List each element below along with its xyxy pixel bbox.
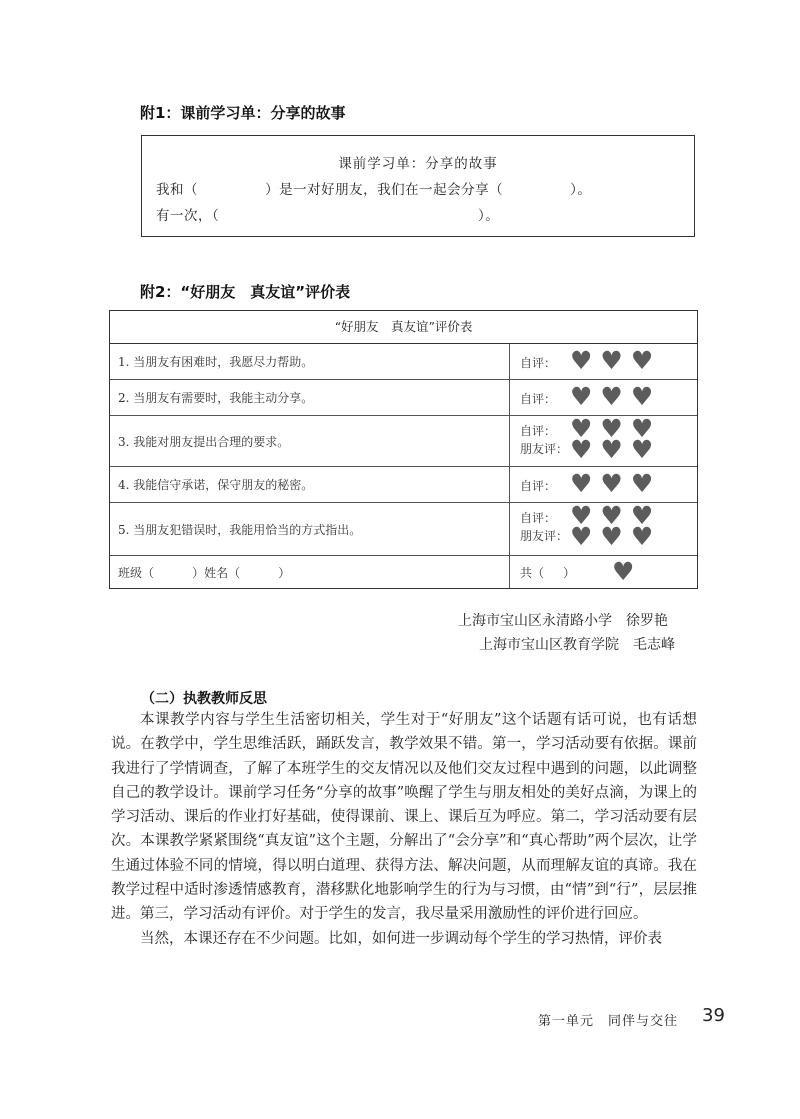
worksheet-title: 课前学习单：分享的故事 [338,156,498,172]
self-eval-hearts [570,348,653,373]
criterion-text: 5. 当朋友犯错误时，我能用恰当的方式指出。 [118,522,362,537]
table-row [110,344,697,380]
heart-icon[interactable]: ♥ [570,414,593,443]
heart-icon[interactable]: ♥ [600,522,623,551]
reflection-body [111,708,697,951]
worksheet-line-2: 有一次，（ ）。 [156,208,500,224]
heart-icon[interactable]: ♥ [630,414,654,443]
class-name-fields: 班级（ ）姓名（ ） [118,565,291,580]
paragraph: 当然，本课还存在不少问题。比如，如何进一步调动每个学生的学习热情，评价表 [140,930,662,947]
heart-icon[interactable]: ♥ [630,501,654,530]
heart-icon[interactable]: ♥ [570,382,593,411]
friend-eval-label: 朋友评： [520,529,569,543]
appendix2-heading: 附2：“好朋友 真友谊”评价表 [140,283,351,301]
criterion-text: 4. 我能信守承诺，保守朋友的秘密。 [118,478,314,492]
heart-icon: ♥ [612,557,635,586]
heart-icon[interactable]: ♥ [630,346,654,375]
friend-eval-hearts [570,437,653,462]
self-eval-label: 自评： [520,511,557,525]
running-footer-unit: 第一单元 同伴与交往 [538,1014,679,1029]
self-eval-label: 自评： [520,424,557,438]
table-row [110,380,697,416]
heart-icon[interactable]: ♥ [570,469,593,498]
table-row [110,503,697,556]
appendix1-heading: 附1：课前学习单：分享的故事 [140,104,346,122]
self-eval-label: 自评： [520,392,557,406]
heart-icon[interactable]: ♥ [570,501,593,530]
section-heading: （二）执教教师反思 [141,691,267,707]
evaluation-table [109,310,698,589]
author-line-2: 上海市宝山区教育学院 毛志峰 [479,637,675,653]
heart-icon[interactable]: ♥ [600,501,623,530]
evaluation-table-title: “好朋友 真友谊”评价表 [110,311,697,344]
heart-icon[interactable]: ♥ [600,435,623,464]
friend-eval-hearts [570,524,653,549]
table-row [110,416,697,467]
criterion-text: 2. 当朋友有需要时，我能主动分享。 [118,391,314,405]
self-eval-label: 自评： [520,479,557,493]
heart-icon[interactable]: ♥ [630,435,654,464]
page-number: 39 [702,1005,725,1026]
table-row [110,467,697,503]
self-eval-hearts [570,471,653,496]
table-footer-row [110,556,697,588]
criterion-text: 3. 我能对朋友提出合理的要求。 [118,434,290,449]
friend-eval-label: 朋友评： [520,442,569,456]
author-line-1: 上海市宝山区永清路小学 徐罗艳 [458,613,668,629]
criterion-text: 1. 当朋友有困难时，我愿尽力帮助。 [118,355,314,369]
heart-icon[interactable]: ♥ [570,522,593,551]
heart-icon[interactable]: ♥ [570,346,593,375]
worksheet-line-1: 我和（ ）是一对好朋友，我们在一起会分享（ ）。 [156,182,592,198]
heart-icon[interactable]: ♥ [630,382,654,411]
heart-icon[interactable]: ♥ [600,346,623,375]
heart-icon[interactable]: ♥ [600,382,623,411]
paragraph: 本课教学内容与学生生活密切相关，学生对于“好朋友”这个话题有话可说，也有话想说。在教学中，学生思维活跃，踊跃发言，教学效果不错。第一，学习活动要有依据。课前我进行了学情调查，了解了本班学生的交友情况以及他们交友过程中遇到的问题，以此调整自己的教学设计。课前学习任务“分享的故事”唤醒了学生与朋友相处的美好点滴，为课上的学习活动、课后的作业打好基础，使得课前、课上、课后互为呼应。第二，学习活动要有层次。本课教学紧紧围绕“真友谊”这个主题，分解出了“会分享”和“真心帮助”两个层次，让学生通过体验不同的情境，得以明白道理、获得方法、解决问题，从而理解友谊的真谛。我在教学过程中适时渗透情感教育，潜移默化地影响学生的行为与习惯，由“情”到“行”，层层推进。第三，学习活动有评价。对于学生的发言，我尽量采用激励性的评价进行回应。 [111,712,697,923]
heart-icon[interactable]: ♥ [600,469,623,498]
pre-class-worksheet-box [141,135,695,237]
total-label: 共（ ） [520,566,576,580]
self-eval-hearts [570,384,653,409]
heart-icon[interactable]: ♥ [630,522,654,551]
self-eval-label: 自评： [520,356,557,370]
heart-icon[interactable]: ♥ [600,414,623,443]
heart-icon[interactable]: ♥ [570,435,593,464]
heart-icon[interactable]: ♥ [630,469,654,498]
